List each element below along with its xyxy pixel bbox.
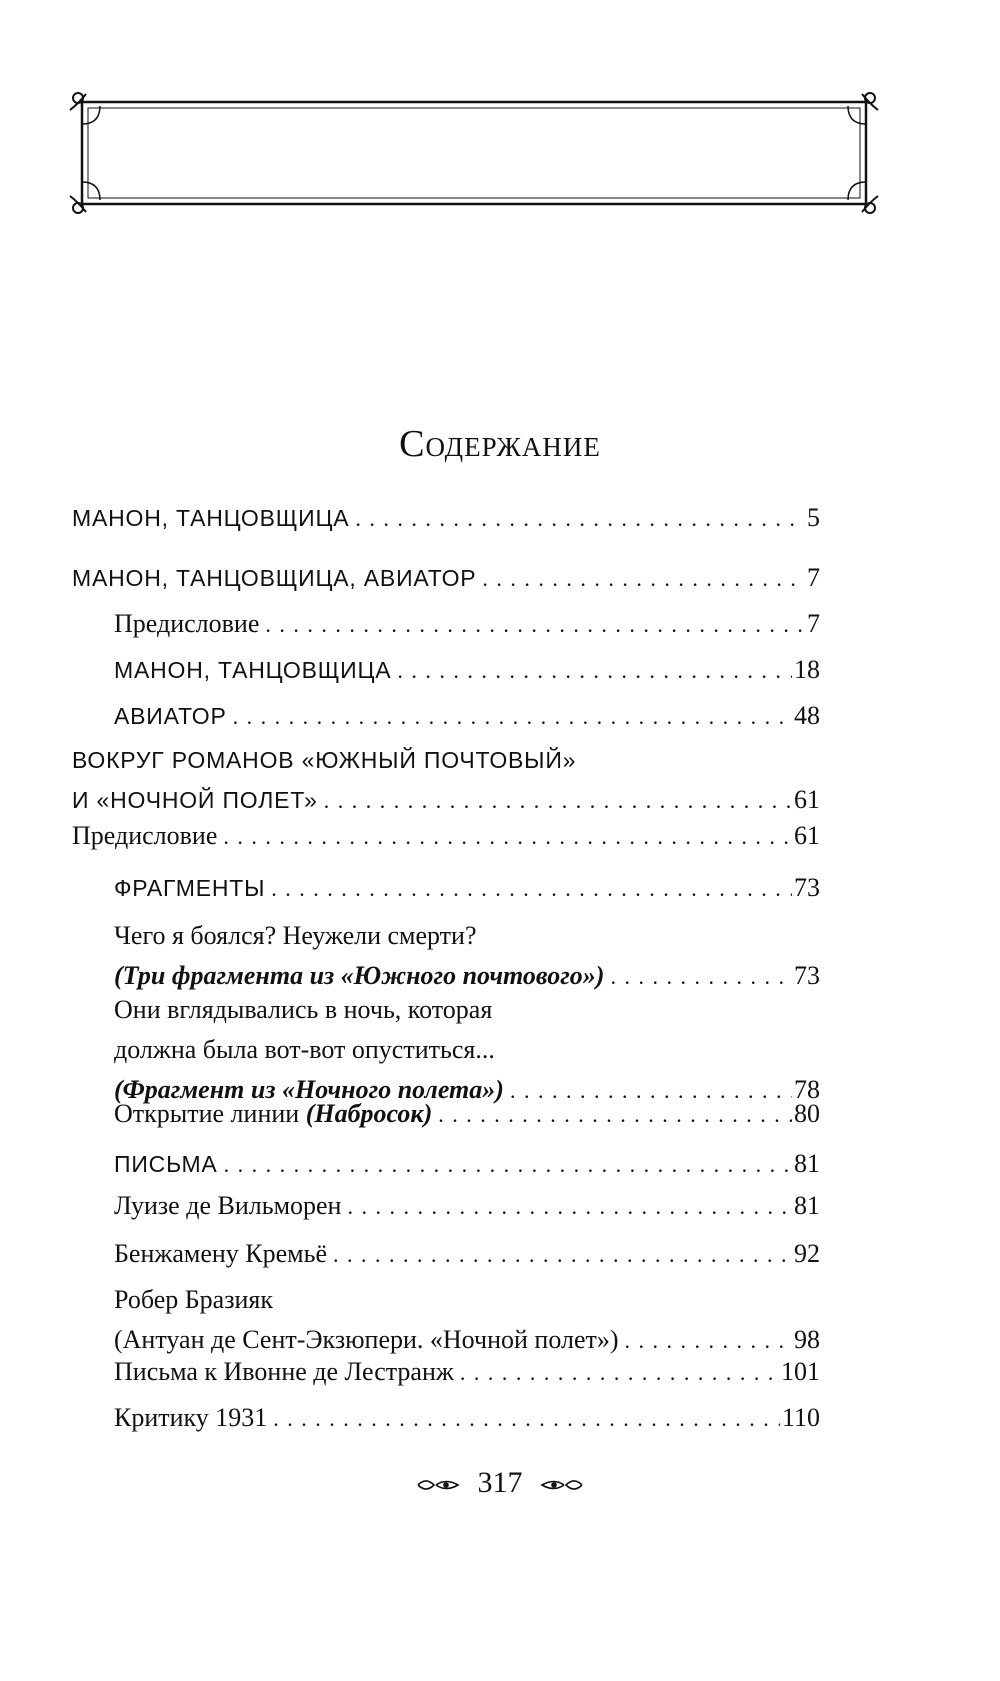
toc-page-number: 61	[794, 785, 820, 814]
leader-dots	[224, 1145, 792, 1185]
toc-page-number: 18	[794, 655, 820, 684]
toc-entry	[114, 1186, 820, 1227]
toc-entry-title: Чего я боялся? Неужели смерти?	[114, 921, 477, 950]
toc-entry-subtitle: (Три фрагмента из «Южного почтового»)	[114, 961, 605, 990]
leader-dots	[273, 1399, 780, 1439]
toc-page-number: 78	[794, 1075, 820, 1104]
leader-dots	[271, 869, 792, 909]
toc-entry-title-cont: (Антуан де Сент-Экзюпери. «Ночной полет»)	[114, 1325, 619, 1354]
leader-dots	[482, 559, 805, 599]
toc-entry-title: Они вглядывались в ночь, которая	[114, 995, 493, 1024]
toc-entry	[72, 816, 820, 857]
toc-page-number: 48	[794, 701, 820, 730]
toc-entry-subtitle: (Фрагмент из «Ночного полета»)	[114, 1075, 504, 1104]
toc-entry	[114, 1398, 820, 1439]
ornament-left-icon	[416, 1468, 460, 1502]
toc-entry-title: Критику 1931	[114, 1403, 268, 1432]
toc-entry	[114, 1144, 820, 1185]
toc-entry	[72, 558, 820, 599]
toc-page-number: 7	[807, 563, 820, 592]
toc-entry	[114, 650, 820, 691]
toc-entry	[114, 868, 820, 909]
toc-entry	[114, 1352, 820, 1393]
toc-entry-title: ВОКРУГ РОМАНОВ «ЮЖНЫЙ ПОЧТОВЫЙ»	[72, 747, 577, 773]
leader-dots	[460, 1353, 779, 1393]
toc-entry-subtitle: (Набросок)	[305, 1099, 433, 1128]
toc-entry-title: Робер Бразияк	[114, 1285, 273, 1314]
toc-page-number: 5	[807, 503, 820, 532]
toc-page-number: 80	[794, 1099, 820, 1128]
toc-entry-title: МАНОН, ТАНЦОВЩИЦА, АВИАТОР	[72, 565, 477, 591]
toc-entry-title-cont: И «НОЧНОЙ ПОЛЕТ»	[72, 787, 318, 813]
page-number: 317	[477, 1466, 523, 1499]
toc-page-number: 98	[794, 1325, 820, 1354]
toc-page-number: 73	[794, 961, 820, 990]
page-title: Содержание	[399, 423, 601, 465]
toc-entry	[72, 498, 820, 539]
toc-entry	[114, 1234, 820, 1275]
ornamental-header-frame	[68, 90, 880, 216]
toc-entry-title: Письма к Ивонне де Лестранж	[114, 1357, 454, 1386]
toc-page-number: 73	[794, 873, 820, 902]
toc-page-number: 110	[781, 1403, 820, 1432]
leader-dots	[397, 651, 792, 691]
toc-entry-title: Предисловие	[72, 821, 218, 850]
toc-entry-title: Предисловие	[114, 609, 260, 638]
toc-entry	[114, 1280, 820, 1361]
leader-dots	[223, 817, 792, 857]
toc-entry-title: АВИАТОР	[114, 703, 227, 729]
leader-dots	[265, 605, 805, 645]
toc-entry	[114, 1094, 820, 1135]
toc-entry-title: Луизе де Вильморен	[114, 1191, 342, 1220]
leader-dots	[233, 697, 792, 737]
toc-page-number: 61	[794, 821, 820, 850]
toc-entry-title: МАНОН, ТАНЦОВЩИЦА	[72, 505, 350, 531]
frame-border-ornament	[68, 90, 880, 216]
toc-entry-title: Открытие линии	[114, 1099, 300, 1128]
toc-page-number: 81	[794, 1191, 820, 1220]
toc-entry	[72, 740, 820, 821]
leader-dots	[438, 1095, 792, 1135]
toc-entry-title-cont: должна была вот-вот опуститься...	[114, 1035, 495, 1064]
leader-dots	[347, 1187, 792, 1227]
leader-dots	[333, 1235, 792, 1275]
toc-page-number: 7	[807, 609, 820, 638]
page-folio	[0, 1466, 1000, 1502]
leader-dots	[355, 499, 805, 539]
leader-dots	[324, 781, 792, 821]
toc-entry-title: МАНОН, ТАНЦОВЩИЦА	[114, 657, 392, 683]
toc-page-number: 101	[781, 1357, 820, 1386]
toc-entry-title: ПИСЬМА	[114, 1151, 218, 1177]
toc-entry	[114, 990, 820, 1111]
ornament-right-icon	[540, 1468, 584, 1502]
toc-entry	[114, 916, 820, 997]
toc-page-number: 92	[794, 1239, 820, 1268]
toc-entry	[114, 696, 820, 737]
toc-entry-title: Бенжамену Кремьё	[114, 1239, 328, 1268]
toc-page-number: 81	[794, 1149, 820, 1178]
toc-entry	[114, 604, 820, 645]
toc-entry-title: ФРАГМЕНТЫ	[114, 875, 266, 901]
